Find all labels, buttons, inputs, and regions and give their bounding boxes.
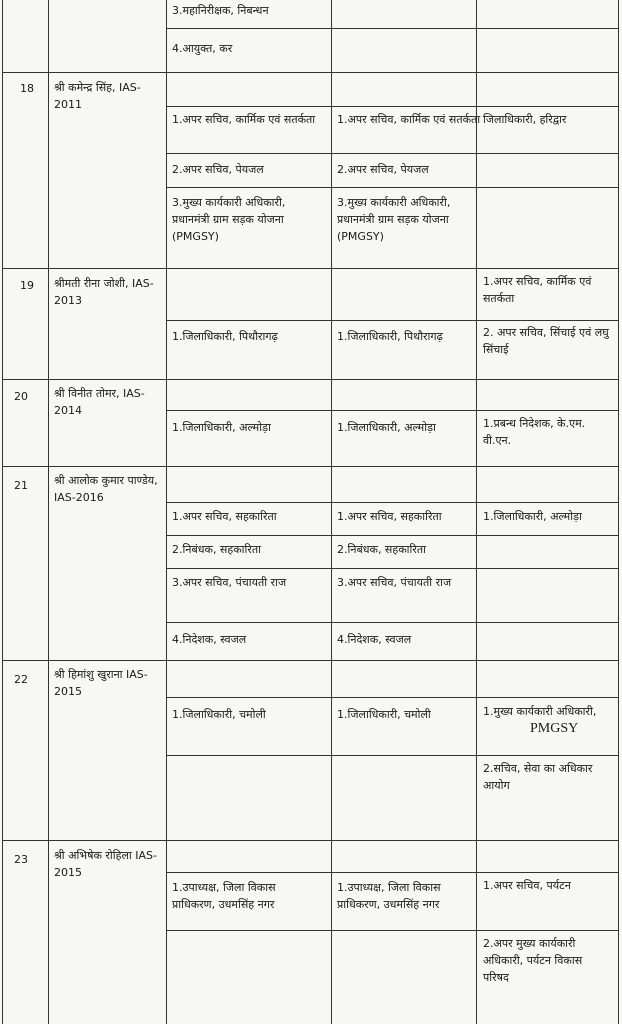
row-line	[2, 660, 618, 661]
serial-number: 20	[14, 390, 28, 403]
row-line	[166, 622, 618, 623]
officer-name: श्री हिमांशु खुराना IAS-2015	[54, 668, 148, 698]
cell-designation: 3.अपर सचिव, पंचायती राज	[172, 576, 287, 589]
serial-number: 21	[14, 479, 28, 492]
cell-designation: 3.महानिरीक्षक, निबन्धन	[172, 4, 269, 17]
cell-designation: 3.मुख्य कार्यकारी अधिकारी, प्रधानमंत्री ग्राम सड़क योजना (PMGSY)	[172, 196, 286, 243]
cell-designation: 1.मुख्य कार्यकारी अधिकारी,	[483, 705, 597, 718]
cell-designation: 1.अपर सचिव, सहकारिता	[337, 510, 442, 523]
cell-designation: 2.अपर मुख्य कार्यकारी अधिकारी, पर्यटन विकास परिषद	[483, 937, 583, 984]
cell-designation: 2.निबंधक, सहकारिता	[337, 543, 426, 556]
cell-designation: 1.जिलाधिकारी, पिथौरागढ़	[172, 330, 278, 343]
serial-number: 18	[20, 82, 34, 95]
row-line	[2, 466, 618, 467]
cell-designation: 1.जिलाधिकारी, चमोली	[337, 708, 431, 721]
officer-name: श्री अभिषेक रोहिला IAS-2015	[54, 849, 157, 879]
cell-designation: 2.सचिव, सेवा का अधिकार आयोग	[483, 762, 593, 792]
cell-designation: 1.जिलाधिकारी, अल्मोड़ा	[483, 510, 582, 523]
cell-designation: 1.अपर सचिव, कार्मिक एवं सतर्कता	[337, 113, 481, 126]
cell-designation: 4.निदेशक, स्वजल	[337, 633, 412, 646]
officer-name: श्री विनीत तोमर, IAS-2014	[54, 387, 145, 417]
cell-designation: 4.निदेशक, स्वजल	[172, 633, 247, 646]
row-line	[166, 697, 618, 698]
row-line	[166, 153, 618, 154]
row-line	[166, 502, 618, 503]
cell-designation: 1.उपाध्यक्ष, जिला विकास प्राधिकरण, उधमसिंह नगर	[337, 881, 441, 911]
serial-number: 19	[20, 279, 34, 292]
row-line	[166, 568, 618, 569]
cell-designation: 1.अपर सचिव, सहकारिता	[172, 510, 277, 523]
cell-designation: 1.जिलाधिकारी, अल्मोड़ा	[337, 421, 436, 434]
serial-number: 23	[14, 853, 28, 866]
cell-designation: 3.मुख्य कार्यकारी अधिकारी, प्रधानमंत्री ग्राम सड़क योजना (PMGSY)	[337, 196, 451, 243]
row-line	[166, 535, 618, 536]
officer-name: श्री कमेन्द्र सिंह, IAS-2011	[54, 81, 141, 111]
cell-designation: 4.आयुक्त, कर	[172, 42, 233, 55]
col-line-1	[2, 0, 3, 1024]
cell-designation: 3.अपर सचिव, पंचायती राज	[337, 576, 452, 589]
row-line	[166, 755, 618, 756]
row-line	[2, 840, 618, 841]
row-line	[2, 379, 618, 380]
serial-number: 22	[14, 673, 28, 686]
col-line-6	[618, 0, 619, 1024]
cell-designation: 1.अपर सचिव, कार्मिक एवं सतर्कता	[483, 275, 592, 305]
cell-designation: 2.निबंधक, सहकारिता	[172, 543, 261, 556]
row-line	[166, 872, 618, 873]
cell-designation: 1.प्रबन्ध निदेशक, के.एम. वी.एन.	[483, 417, 586, 447]
officer-name: श्रीमती रीना जोशी, IAS-2013	[54, 277, 154, 307]
officer-name: श्री आलोक कुमार पाण्डेय, IAS-2016	[54, 474, 158, 504]
cell-designation: 1.अपर सचिव, कार्मिक एवं सतर्कता	[172, 113, 316, 126]
cell-designation: PMGSY	[530, 721, 579, 736]
row-line	[2, 268, 618, 269]
row-line	[166, 187, 618, 188]
cell-designation: 1.जिलाधिकारी, पिथौरागढ़	[337, 330, 443, 343]
row-line	[166, 320, 618, 321]
cell-designation: 1.जिलाधिकारी, चमोली	[172, 708, 266, 721]
row-line	[166, 28, 618, 29]
row-line	[2, 72, 618, 73]
row-line	[166, 930, 618, 931]
cell-designation: 1.जिलाधिकारी, अल्मोड़ा	[172, 421, 271, 434]
col-line-2	[48, 0, 49, 1024]
row-line	[166, 106, 618, 107]
cell-designation: 2. अपर सचिव, सिंचाई एवं लघु सिंचाई	[483, 326, 609, 356]
row-line	[166, 410, 618, 411]
cell-designation: 2.अपर सचिव, पेयजल	[172, 163, 264, 176]
cell-designation: जिलाधिकारी, हरिद्वार	[483, 113, 567, 126]
cell-designation: 2.अपर सचिव, पेयजल	[337, 163, 429, 176]
cell-designation: 1.अपर सचिव, पर्यटन	[483, 879, 571, 892]
cell-designation: 1.उपाध्यक्ष, जिला विकास प्राधिकरण, उधमसिंह नगर	[172, 881, 276, 911]
